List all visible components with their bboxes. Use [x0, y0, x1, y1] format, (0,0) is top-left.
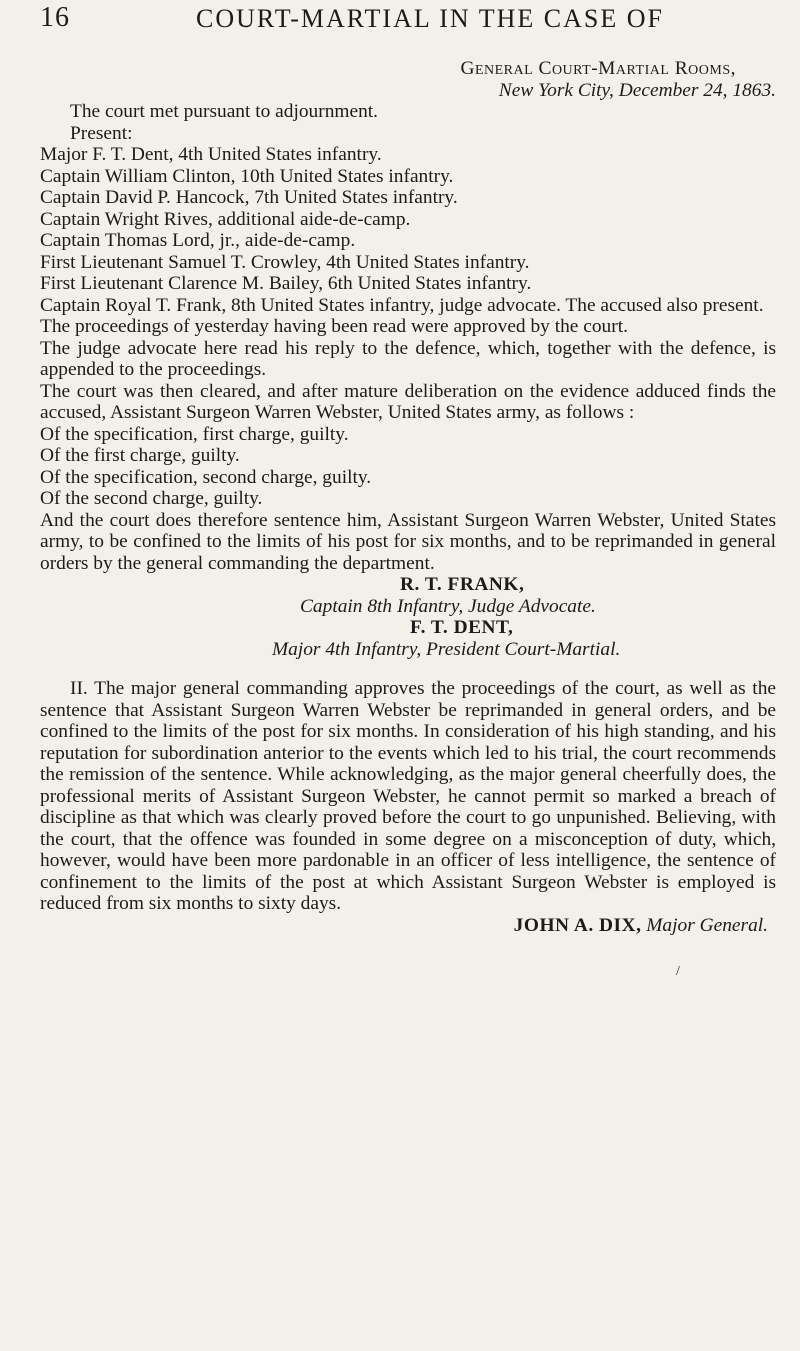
body-text	[40, 58, 776, 936]
finding-line: Of the specification, first charge, guilty.	[40, 423, 349, 445]
judge-advocate-title: Captain 8th Infantry, Judge Advocate.	[300, 595, 596, 617]
proceedings-line: The proceedings of yesterday having been read were approved by the court.	[40, 316, 628, 337]
president-signature: F. T. DENT,	[410, 617, 514, 638]
finding-line: Of the first charge, guilty.	[40, 445, 240, 466]
sentence-paragraph: And the court does therefore sentence him, Assistant Surgeon Warren Webster, United States army, to be confined to the limits of his post for six months, and to be reprimanded in general orders by the general commanding the department.	[40, 509, 776, 574]
member-line: Captain Wright Rives, additional aide-de-camp.	[40, 208, 411, 230]
member-line: First Lieutenant Samuel T. Crowley, 4th United States infantry.	[40, 251, 530, 273]
running-head	[0, 2, 800, 36]
member-line: Major F. T. Dent, 4th United States infantry.	[40, 144, 382, 165]
session-date: New York City, December 24, 1863.	[498, 79, 776, 101]
running-title: COURT-MARTIAL IN THE CASE OF	[196, 4, 664, 33]
member-line: First Lieutenant Clarence M. Bailey, 6th United States infantry.	[40, 273, 532, 294]
present-label: Present:	[70, 122, 133, 144]
president-title: Major 4th Infantry, President Court-Martial.	[272, 638, 621, 660]
session-place: General Court-Martial Rooms,	[460, 58, 736, 79]
finding-line: Of the second charge, guilty.	[40, 488, 263, 509]
page-number: 16	[40, 2, 70, 33]
review-signer-title: Major General.	[646, 914, 768, 936]
judge-advocate-signature: R. T. FRANK,	[400, 574, 525, 595]
review-signer-name: JOHN A. DIX,	[513, 914, 642, 936]
reply-paragraph: The judge advocate here read his reply to the defence, which, together with the defence, is appended to the proceedings.	[40, 337, 776, 380]
findings-intro: The court was then cleared, and after mature deliberation on the evidence adduced finds the accused, Assistant Surgeon Warren Webster, United States army, as follows :	[40, 380, 776, 423]
member-line: Captain David P. Hancock, 7th United States infantry.	[40, 187, 458, 208]
stray-ink-mark: /	[676, 964, 680, 979]
review-paragraph: II. The major general commanding approves the proceedings of the court, as well as the sentence that Assistant Surgeon Warren Webster be reprimanded in general orders, and be confined to the limits of the post for six months. In consideration of his high standing, and his reputation for subordination anterior to the events which led to his trial, the court recommends the remission of the sentence. While acknowledging, as the major general cheerfully does, the professional merits of Assistant Surgeon Webster, he cannot permit so marked a breach of discipline as that which was clearly proved before the court to go unpunished. Believing, with the court, that the offence was founded in some degree on a misconception of duty, which, however, would have been more pardonable in an officer of less intelligence, the sentence of confinement to the limits of the post at which Assistant Surgeon Webster is employed is reduced from six months to sixty days.	[40, 678, 776, 914]
review-signature	[40, 915, 776, 937]
adjournment-line: The court met pursuant to adjournment.	[70, 101, 379, 122]
judge-advocate-line: Captain Royal T. Frank, 8th United States infantry, judge advocate. The accused also present.	[40, 294, 764, 316]
member-line: Captain Thomas Lord, jr., aide-de-camp.	[40, 230, 356, 251]
member-line: Captain William Clinton, 10th United States infantry.	[40, 165, 454, 187]
finding-line: Of the specification, second charge, guilty.	[40, 466, 372, 488]
